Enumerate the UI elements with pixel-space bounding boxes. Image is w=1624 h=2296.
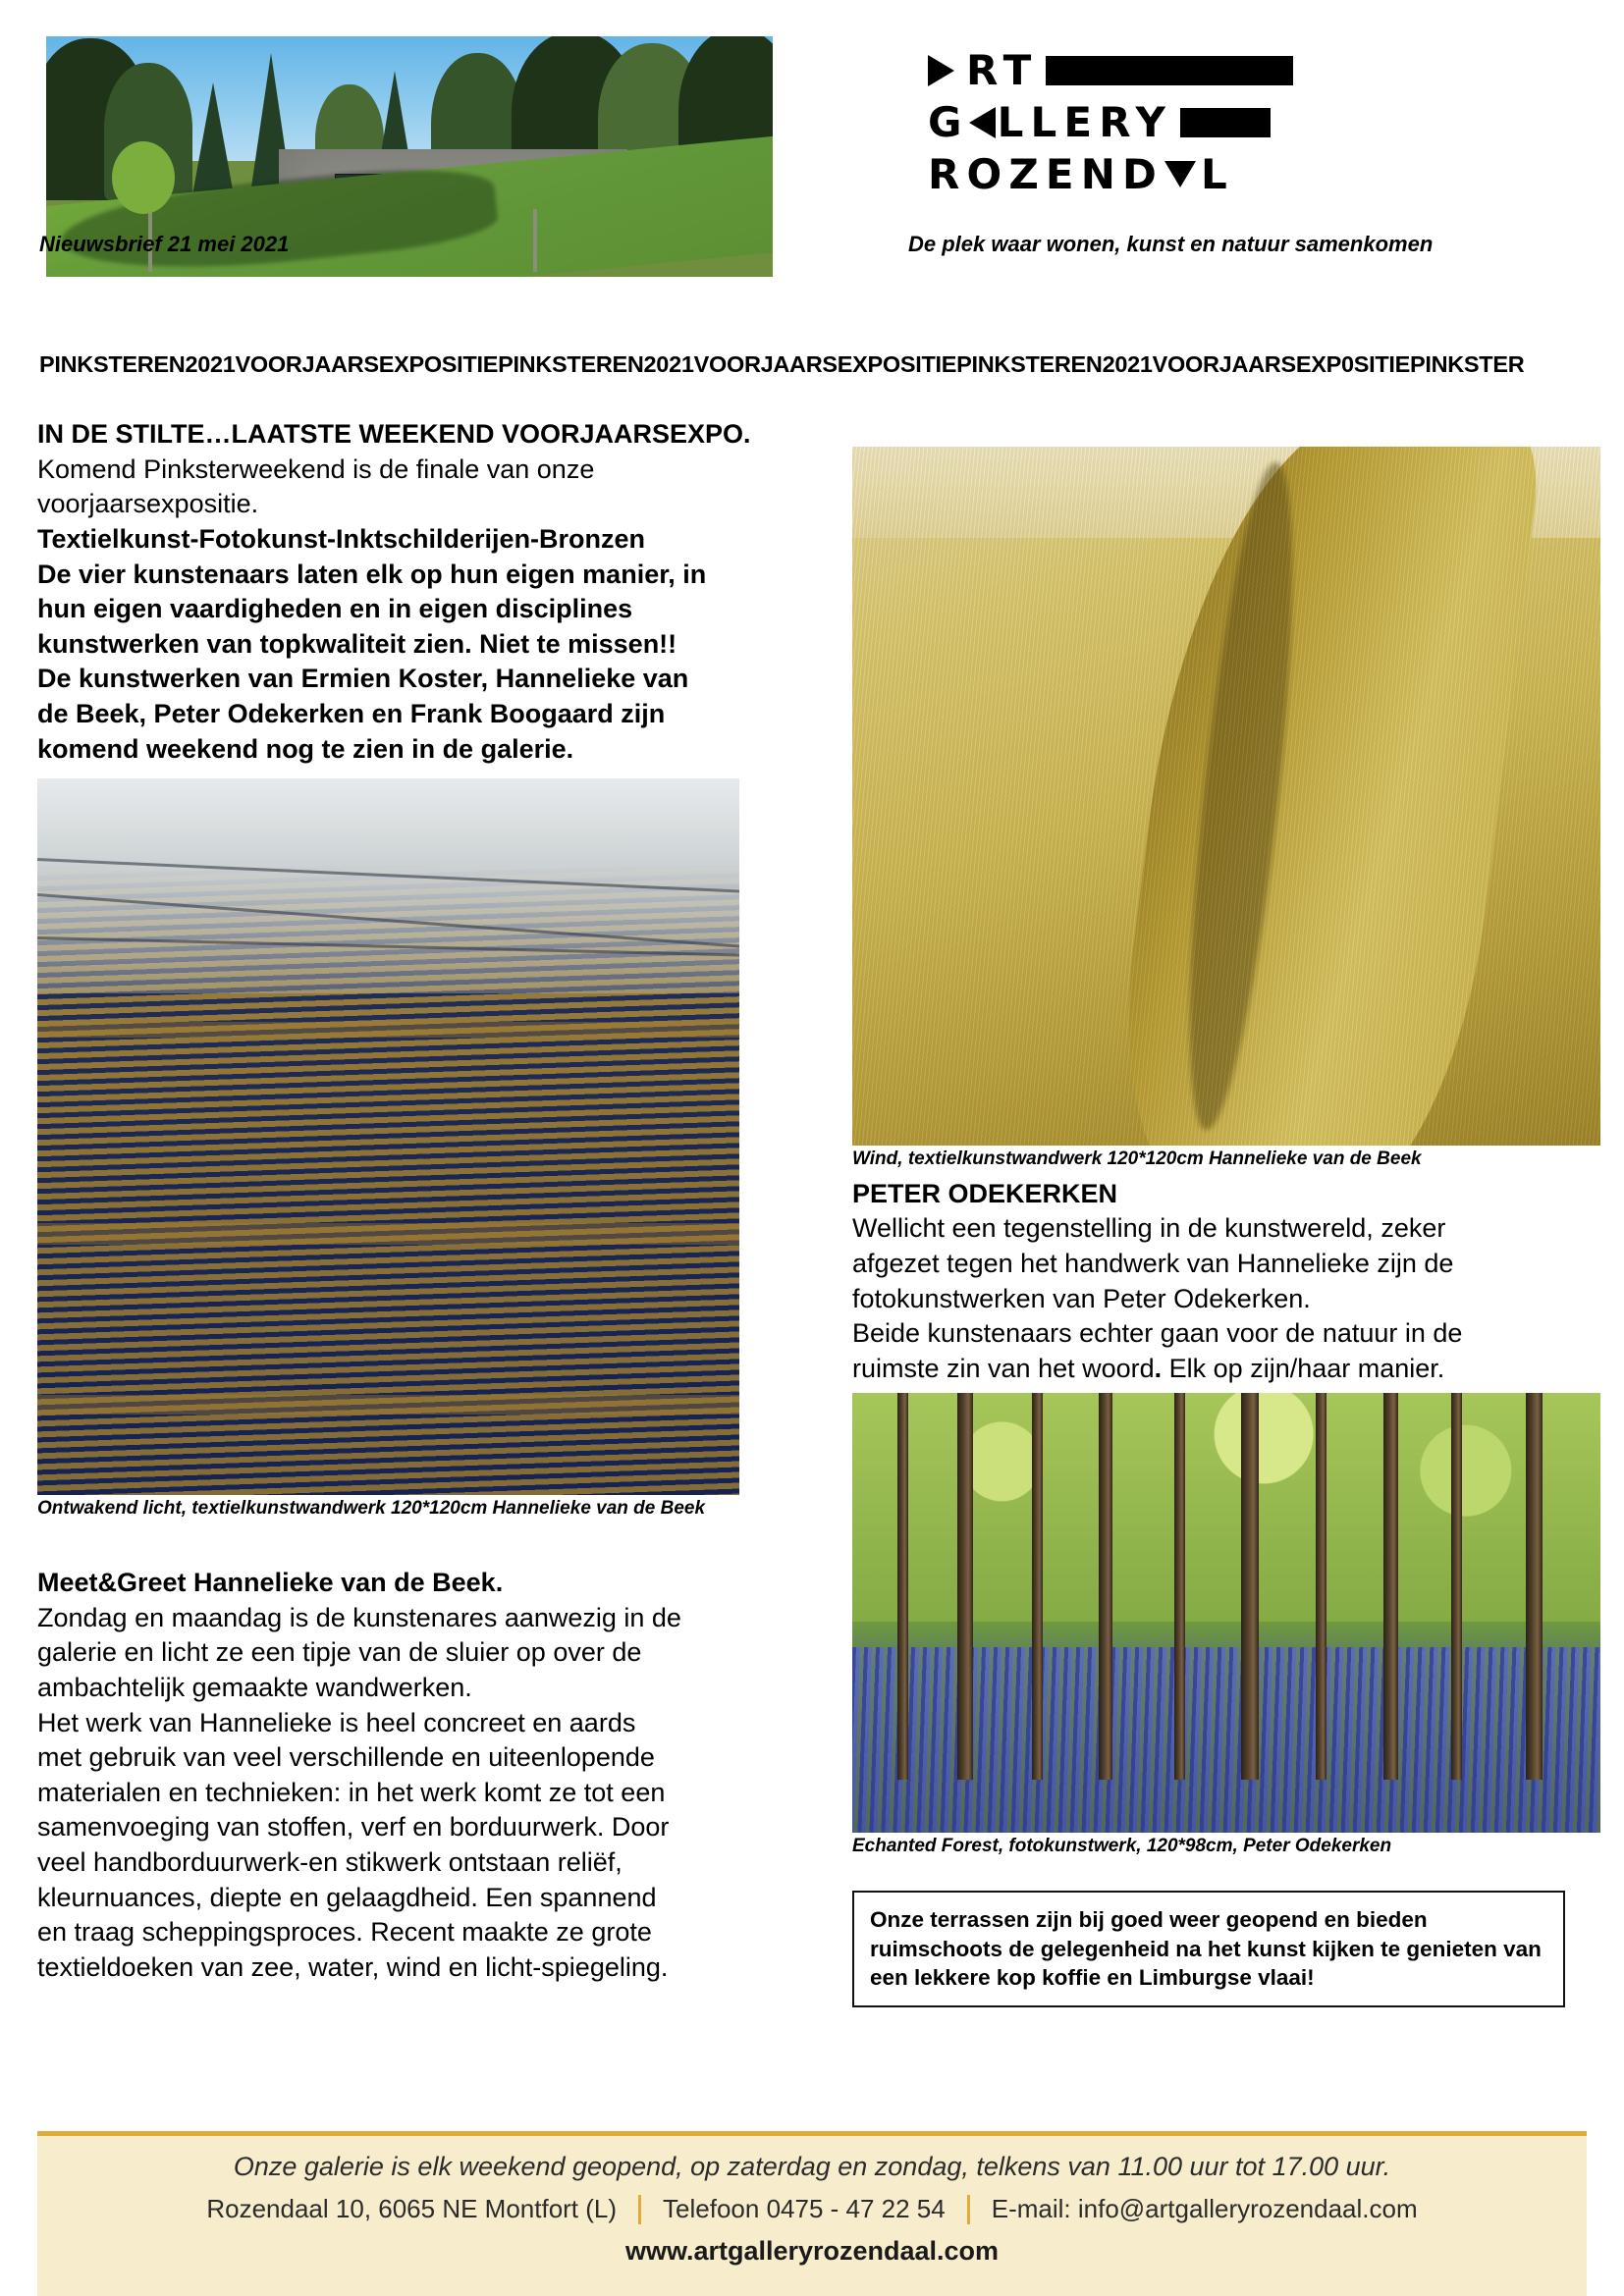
artist-heading-peter-odekerken: PETER ODEKERKEN xyxy=(852,1178,1118,1208)
artwork-tree-trunk xyxy=(957,1393,973,1780)
footer-website[interactable]: www.artgalleryrozendaal.com xyxy=(624,2236,1000,2266)
triangle-a-left-icon xyxy=(969,107,996,138)
artwork-wind-stitch-texture xyxy=(852,447,1600,1146)
left-disciplines: Textielkunst-Fotokunst-Inktschilderijen-Bronzen xyxy=(37,523,646,554)
left-bold-line-6: komend weekend nog te zien in de galerie. xyxy=(37,733,574,764)
terrace-info-box xyxy=(852,1891,1565,2007)
newsletter-date: Nieuwsbrief 21 mei 2021 xyxy=(39,232,290,256)
artwork-tree-trunk xyxy=(1241,1393,1259,1780)
photo-sapling xyxy=(533,209,537,272)
logo-bar-short xyxy=(1180,108,1271,137)
right-body-line-5-dot: . xyxy=(1154,1353,1163,1383)
left-body-line-1: Het werk van Hannelieke is heel concreet en aards xyxy=(37,1707,636,1737)
meet-greet-line-2: galerie en licht ze een tipje van de sluier op over de xyxy=(37,1637,642,1668)
terrace-line-1: Onze terrassen zijn bij goed weer geopend en bieden xyxy=(870,1907,1428,1933)
terrace-line-2: ruimschoots de gelegenheid na het kunst kijken te genieten van xyxy=(870,1936,1542,1961)
left-intro-line-1: Komend Pinksterweekend is de finale van onze xyxy=(37,454,595,484)
right-body-line-1: Wellicht een tegenstelling in de kunstwereld, zeker xyxy=(852,1213,1446,1244)
left-body-line-3: materialen en technieken: in het werk komt ze tot een xyxy=(37,1777,666,1807)
triangle-a-right-icon xyxy=(928,55,954,86)
right-body-line-5-a: ruimste zin van het woord xyxy=(852,1353,1155,1383)
artwork-tree-trunk xyxy=(1099,1393,1112,1780)
caption-ontwakend-licht: Ontwakend licht, textielkunstwandwerk 120*120cm Hannelieke van de Beek xyxy=(37,1498,706,1520)
left-bold-line-2: hun eigen vaardigheden en in eigen disciplines xyxy=(37,594,633,624)
photo-conifer xyxy=(191,82,235,200)
left-bold-line-5: de Beek, Peter Odekerken en Frank Boogaard zijn xyxy=(37,699,666,728)
triangle-a-down-icon xyxy=(1164,161,1196,187)
footer-phone[interactable]: Telefoon 0475 - 47 22 54 xyxy=(663,2194,946,2223)
logo-line-rozendaal xyxy=(928,148,1409,200)
meet-greet-heading: Meet&Greet Hannelieke van de Beek. xyxy=(37,1568,504,1598)
footer-opening-hours: Onze galerie is elk weekend geopend, op zaterdag en zondag, telkens van 11.00 uur tot 17.00 uur. xyxy=(233,2152,1391,2181)
artwork-tree-trunk xyxy=(897,1393,908,1780)
right-body-line-5-b: Elk op zijn/haar manier. xyxy=(1162,1353,1445,1383)
logo-bar-long xyxy=(1046,56,1293,85)
right-body-line-5 xyxy=(852,1352,1600,1387)
left-body-line-6: kleurnuances, diepte en gelaagdheid. Een spannend xyxy=(37,1882,657,1912)
left-body-line-8: textieldoeken van zee, water, wind en licht-spiegeling. xyxy=(37,1951,669,1982)
contact-footer xyxy=(37,2131,1587,2296)
footer-address: Rozendaal 10, 6065 NE Montfort (L) xyxy=(206,2194,618,2223)
artwork-echanted-forest xyxy=(852,1393,1600,1833)
right-body-line-4: Beide kunstenaars echter gaan voor de natuur in de xyxy=(852,1318,1463,1349)
logo-line-gallery xyxy=(928,96,1409,148)
artwork-gold-band xyxy=(37,1022,739,1038)
gallery-tagline: De plek waar wonen, kunst en natuur samenkomen xyxy=(908,232,1434,256)
left-bold-line-4: De kunstwerken van Ermien Koster, Hannelieke van xyxy=(37,664,689,694)
artwork-gold-band xyxy=(37,1395,739,1415)
left-bold-line-1: De vier kunstenaars laten elk op hun eigen manier, in xyxy=(37,559,707,589)
artwork-tree-trunk xyxy=(1174,1393,1185,1780)
footer-email[interactable]: E-mail: info@artgalleryrozendaal.com xyxy=(991,2194,1418,2223)
terrace-line-3: een lekkere kop koffie en Limburgse vlaai! xyxy=(870,1964,1315,1990)
photo-bush xyxy=(112,141,175,214)
logo-gallery-text: LLERY xyxy=(997,97,1172,146)
artwork-wind xyxy=(852,447,1600,1146)
left-body-line-2: met gebruik van veel verschillende en uiteenlopende xyxy=(37,1742,655,1773)
left-intro-line-2: voorjaarsexpositie. xyxy=(37,489,259,519)
artwork-tree-trunk xyxy=(1526,1393,1543,1780)
logo-rozendaal-suffix: L xyxy=(1201,149,1234,198)
pinksteren-expo-banner: PINKSTEREN2021VOORJAARSEXPOSITIEPINKSTEREN2021VOORJAARSEXPOSITIEPINKSTEREN2021VOORJAARSEXP0SITIEPINKSTER xyxy=(39,351,1525,377)
caption-echanted-forest: Echanted Forest, fotokunstwerk, 120*98cm, Peter Odekerken xyxy=(852,1835,1392,1856)
left-body-line-7: en traag scheppingsproces. Recent maakte ze grote xyxy=(37,1917,652,1948)
left-body-line-5: veel handborduurwerk-en stikwerk ontstaan reliëf, xyxy=(37,1847,623,1878)
newsletter-header xyxy=(0,0,1624,265)
logo-art-text: RT xyxy=(966,45,1039,94)
left-heading: IN DE STILTE…LAATSTE WEEKEND VOORJAARSEXPO. xyxy=(37,419,751,449)
logo-rozendaal-prefix: ROZEND xyxy=(928,149,1164,198)
footer-contact-row xyxy=(37,2182,1587,2224)
artwork-tree-trunk xyxy=(1383,1393,1398,1780)
logo-line-art xyxy=(928,44,1409,96)
logo-gallery-prefix: G xyxy=(928,97,969,146)
art-gallery-rozendaal-logo xyxy=(928,44,1409,200)
caption-wind: Wind, textielkunstwandwerk 120*120cm Hannelieke van de Beek xyxy=(852,1148,1422,1169)
artwork-tree-trunk xyxy=(1316,1393,1326,1780)
left-body-line-4: samenvoeging van stoffen, verf en borduurwerk. Door xyxy=(37,1812,670,1842)
meet-greet-line-3: ambachtelijk gemaakte wandwerken. xyxy=(37,1672,472,1702)
meet-greet-line-1: Zondag en maandag is de kunstenares aanwezig in de xyxy=(37,1602,681,1632)
artwork-tree-trunk xyxy=(1032,1393,1043,1780)
left-column xyxy=(37,417,793,1986)
right-body-line-2: afgezet tegen het handwerk van Hannelieke zijn de xyxy=(852,1249,1454,1279)
left-bold-line-3: kunstwerken van topkwaliteit zien. Niet te missen!! xyxy=(37,628,677,659)
artwork-ontwakend-licht xyxy=(37,778,739,1495)
artwork-gold-band xyxy=(37,1223,739,1245)
right-body-line-3: fotokunstwerken van Peter Odekerken. xyxy=(852,1283,1311,1313)
right-column xyxy=(852,447,1600,2007)
artwork-tree-trunk xyxy=(1451,1393,1462,1780)
